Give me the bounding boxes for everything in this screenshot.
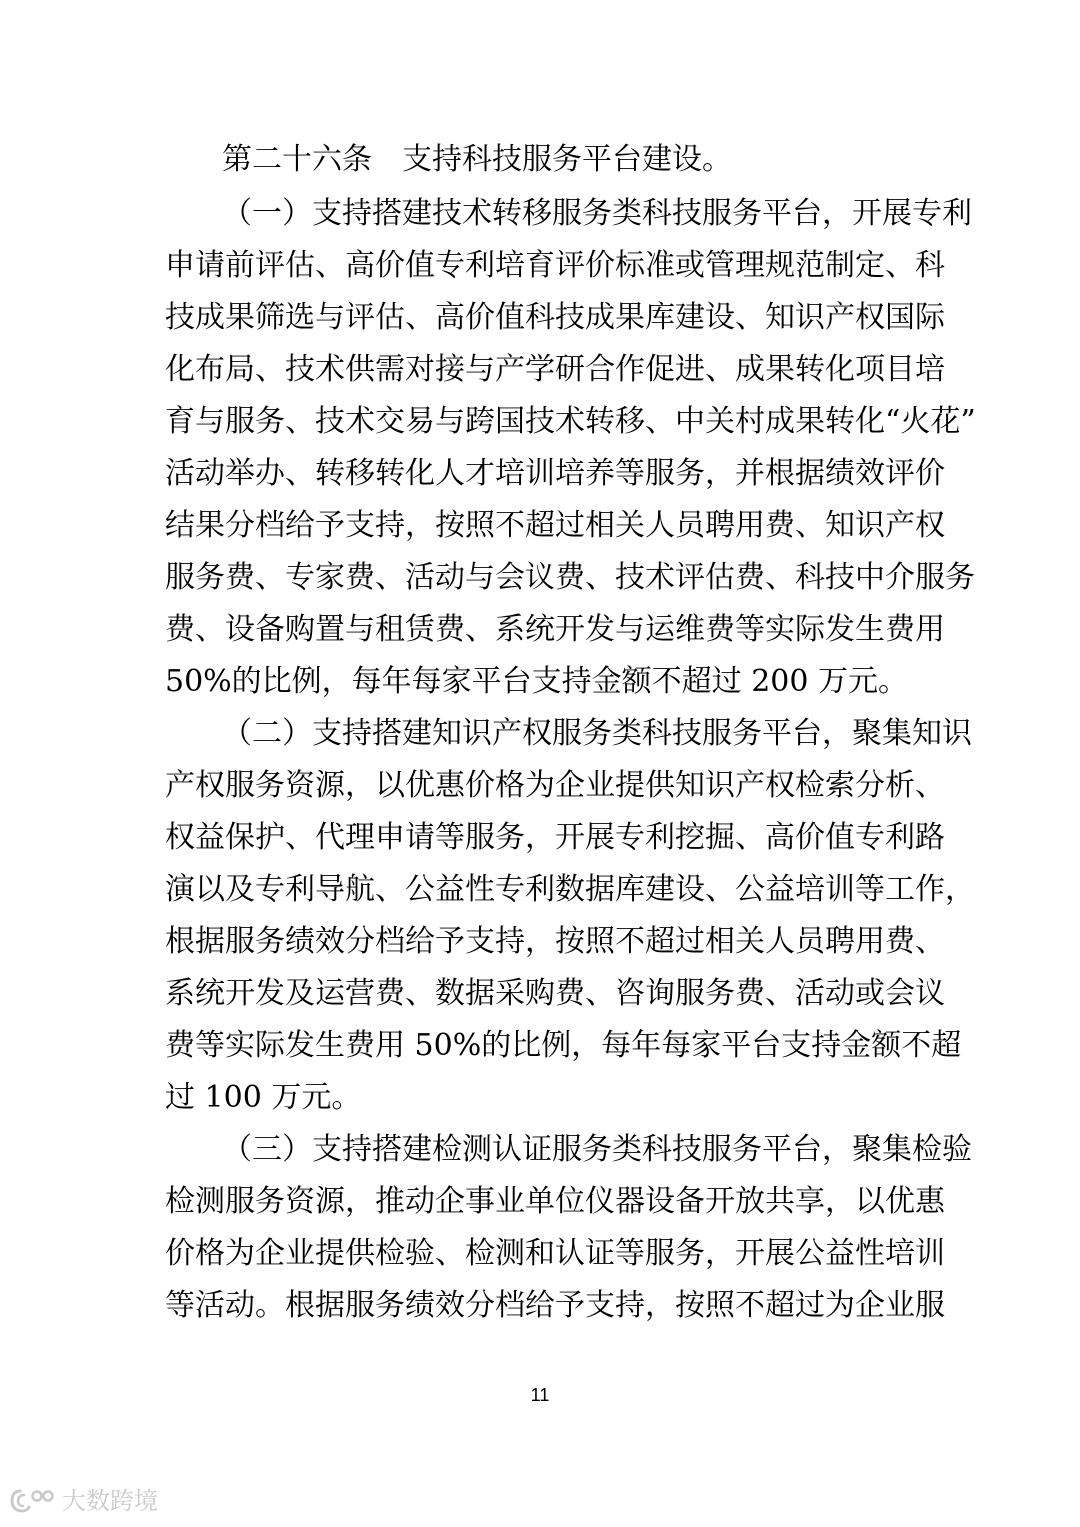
- article-heading: 第二十六条 支持科技服务平台建设。: [222, 142, 732, 177]
- watermark-text: 大数跨境: [62, 1487, 158, 1515]
- body-line: （一）支持搭建技术转移服务类科技服务平台，开展专利: [222, 196, 972, 231]
- body-line: 申请前评估、高价值专利培育评价标准或管理规范制定、科: [165, 248, 945, 283]
- body-line: 等活动。根据服务绩效分档给予支持，按照不超过为企业服: [165, 1288, 945, 1323]
- page-number: 11: [530, 1385, 550, 1405]
- body-line: 演以及专利导航、公益性专利数据库建设、公益培训等工作，: [165, 872, 975, 907]
- body-line: （二）支持搭建知识产权服务类科技服务平台，聚集知识: [222, 716, 972, 751]
- body-line: 结果分档给予支持，按照不超过相关人员聘用费、知识产权: [165, 508, 945, 543]
- body-line: 活动举办、转移转化人才培训培养等服务，并根据绩效评价: [165, 456, 945, 491]
- body-line: 服务费、专家费、活动与会议费、技术评估费、科技中介服务: [165, 560, 975, 595]
- body-line: 权益保护、代理申请等服务，开展专利挖掘、高价值专利路: [165, 820, 945, 855]
- body-line: 育与服务、技术交易与跨国技术转移、中关村成果转化“火花”: [165, 404, 976, 439]
- body-line: 检测服务资源，推动企事业单位仪器设备开放共享，以优惠: [165, 1184, 945, 1219]
- body-line: 50%的比例，每年每家平台支持金额不超过 200 万元。: [165, 664, 909, 699]
- body-line: 化布局、技术供需对接与产学研合作促进、成果转化项目培: [165, 352, 945, 387]
- body-line: 价格为企业提供检验、检测和认证等服务，开展公益性培训: [165, 1236, 945, 1271]
- body-line: （三）支持搭建检测认证服务类科技服务平台，聚集检验: [222, 1132, 972, 1167]
- body-line: 费等实际发生费用 50%的比例，每年每家平台支持金额不超: [165, 1028, 962, 1063]
- body-line: 技成果筛选与评估、高价值科技成果库建设、知识产权国际: [165, 300, 945, 335]
- body-line: 根据服务绩效分档给予支持，按照不超过相关人员聘用费、: [165, 924, 945, 959]
- watermark: [10, 1486, 158, 1516]
- body-line: 费、设备购置与租赁费、系统开发与运维费等实际发生费用: [165, 612, 945, 647]
- brand-logo-icon: [10, 1487, 56, 1515]
- body-line: 系统开发及运营费、数据采购费、咨询服务费、活动或会议: [165, 976, 945, 1011]
- body-line: 过 100 万元。: [165, 1080, 362, 1115]
- body-line: 产权服务资源，以优惠价格为企业提供知识产权检索分析、: [165, 768, 945, 803]
